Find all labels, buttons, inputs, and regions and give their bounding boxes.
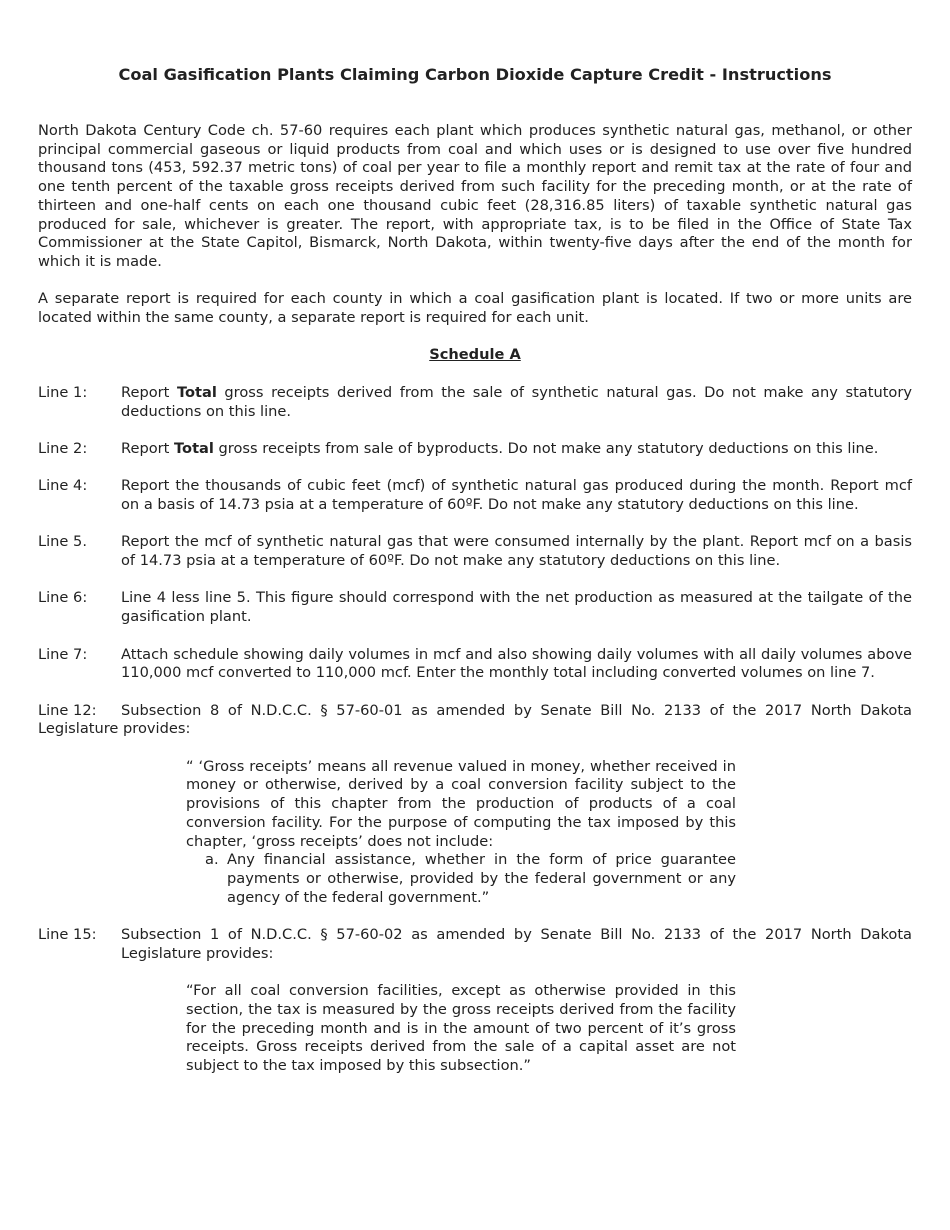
line-label: Line 4: xyxy=(38,477,88,495)
line-label: Line 2: xyxy=(38,439,88,457)
line-text: Subsection 1 of N.D.C.C. § 57-60-02 as amended by Senate Bill No. 2133 of the 2017 North Dakota Legislature provides: xyxy=(121,926,912,962)
line-text: Line 4 less line 5. This figure should correspond with the net production as measured at the tailgate of the gasification plant. xyxy=(121,589,912,626)
line-label: Line 5. xyxy=(38,533,87,551)
line-text xyxy=(121,384,912,421)
line-text: Report the thousands of cubic feet (mcf) of synthetic natural gas produced during the month. Report mcf on a basis of 14.73 psia at a temperature of 60ºF. Do not make any statutory deductions on this line. xyxy=(121,477,912,513)
list-item-text: Any financial assistance, whether in the form of price guarantee payments or otherwise, provided by the federal government or any agency of the federal government.” xyxy=(227,851,736,906)
line-text-bold: Total xyxy=(174,439,214,457)
quote-list-item xyxy=(205,851,736,907)
line-label: Line 6: xyxy=(38,589,88,607)
separate-report-paragraph: A separate report is required for each county in which a coal gasification plant is located. If two or more units are located within the same county, a separate report is required for each unit. xyxy=(38,290,912,327)
line-15-instruction xyxy=(38,926,912,963)
line-text-bold: Total xyxy=(176,383,217,401)
line-text-start: Report xyxy=(121,439,175,457)
line-2-instruction xyxy=(38,440,912,459)
line-12-instruction xyxy=(38,702,912,739)
line-label: Line 1: xyxy=(38,383,88,401)
line-label: Line 15: xyxy=(38,926,97,944)
line-text: Subsection 8 of N.D.C.C. § 57-60-01 as amended by Senate Bill No. 2133 of the 2017 North Dakota Legislature provides: xyxy=(38,701,912,738)
intro-paragraph: North Dakota Century Code ch. 57-60 requires each plant which produces synthetic natural gas, methanol, or other principal commercial gaseous or liquid products from coal and which uses or is designed to use over five hundred thousand tons (453, 592.37 metric tons) of coal per year to file a monthly report and remit tax at the rate of four and one tenth percent of the taxable gross receipts derived from such facility for the preceding month, or at the rate of thirteen and one-half cents on each one thousand cubic feet (28,316.85 liters) of taxable synthetic natural gas produced for sale, whichever is greater. The report, with appropriate tax, is to be filed in the Office of State Tax Commissioner at the State Capitol, Bismarck, North Dakota, within twenty-five days after the end of the month for which it is made. xyxy=(38,122,912,270)
quote-text: “ ‘Gross receipts’ means all revenue valued in money, whether received in money or otherwise, derived by a coal conversion facility subject to the provisions of this chapter from the production of products of a coal conversion facility. For the purpose of computing the tax imposed by this chapter, ‘gross receipts’ does not include: xyxy=(186,757,736,850)
line-5-instruction xyxy=(38,533,912,570)
line-1-instruction xyxy=(38,384,912,421)
tax-rate-quote xyxy=(186,982,736,1076)
line-text-end: gross receipts derived from the sale of synthetic natural gas. Do not make any statutory deductions on this line. xyxy=(121,383,912,420)
schedule-a-heading: Schedule A xyxy=(429,346,521,364)
line-label: Line 7: xyxy=(38,645,88,663)
gross-receipts-quote xyxy=(186,758,736,908)
line-text xyxy=(121,440,912,459)
line-7-instruction xyxy=(38,646,912,683)
line-text: Attach schedule showing daily volumes in mcf and also showing daily volumes with all daily volumes above 110,000 mcf converted to 110,000 mcf. Enter the monthly total including converted volumes on line 7. xyxy=(121,645,912,682)
line-text-start: Report xyxy=(121,383,177,401)
line-label: Line 12: xyxy=(38,701,97,719)
line-text-end: gross receipts from sale of byproducts. Do not make any statutory deductions on this line. xyxy=(213,439,879,457)
document-title: Coal Gasification Plants Claiming Carbon Dioxide Capture Credit - Instructions xyxy=(118,65,832,84)
line-6-instruction xyxy=(38,589,912,626)
list-marker: a. xyxy=(205,851,219,869)
line-text: Report the mcf of synthetic natural gas that were consumed internally by the plant. Report mcf on a basis of 14.73 psia at a temperature of 60ºF. Do not make any statutory deductions on this line. xyxy=(121,533,912,570)
quote-text: “For all coal conversion facilities, except as otherwise provided in this section, the tax is measured by the gross receipts derived from the facility for the preceding month and is in the amount of two percent of it’s gross receipts. Gross receipts derived from the sale of a capital asset are not subject to the tax imposed by this subsection.” xyxy=(186,982,736,1074)
line-4-instruction xyxy=(38,477,912,514)
